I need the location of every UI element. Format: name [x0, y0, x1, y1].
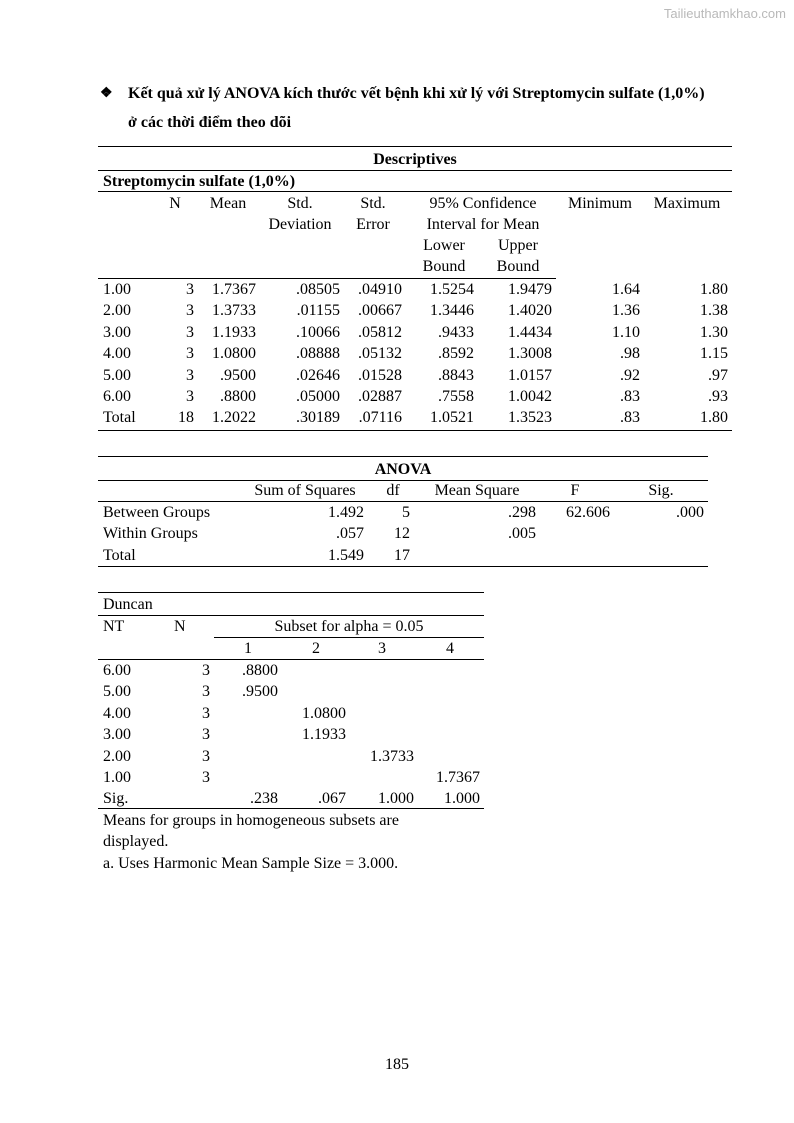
cell-mean: 1.1933 [212, 323, 256, 341]
cell-label: 6.00 [103, 388, 131, 405]
table-row [98, 322, 732, 343]
cell-n: 3 [186, 366, 194, 384]
col-max-header: Maximum [653, 195, 721, 212]
cell-std-deviation: .01155 [296, 302, 340, 320]
descriptives-header-row-1 [98, 193, 732, 214]
col-f-header: F [570, 482, 580, 499]
cell-maximum: 1.15 [700, 345, 728, 363]
col-stderr-header-2: Error [356, 216, 390, 233]
cell-subset-2: 1.1933 [302, 726, 346, 744]
cell-mean-square: .298 [508, 504, 536, 521]
cell-subset-2: .067 [318, 790, 346, 808]
cell-maximum: 1.80 [700, 281, 728, 298]
col-sig-header: Sig. [648, 482, 674, 499]
cell-upper-bound: 1.0157 [508, 366, 552, 384]
col-stddev-header-2: Deviation [268, 216, 332, 233]
col-ms-header: Mean Square [434, 482, 520, 499]
cell-n: 3 [186, 345, 194, 363]
col-n-header: N [169, 195, 181, 212]
col-subset-3-header: 3 [378, 640, 386, 657]
cell-n: 3 [202, 683, 210, 701]
col-subset-4-header: 4 [446, 640, 454, 657]
cell-upper-bound: 1.9479 [508, 281, 552, 298]
cell-subset-1: .238 [250, 790, 278, 808]
col-df-header: df [386, 482, 400, 499]
table-rule [98, 592, 484, 593]
table-rule [98, 430, 732, 431]
cell-mean: 1.0800 [212, 345, 256, 363]
cell-std-error: .02887 [358, 388, 402, 405]
descriptives-header-row-2 [98, 214, 732, 235]
table-rule [98, 566, 708, 567]
cell-label: 5.00 [103, 683, 131, 701]
col-upper-header-2: Bound [496, 258, 540, 275]
table-row [98, 300, 732, 321]
cell-subset-1: .9500 [242, 683, 278, 701]
cell-maximum: 1.80 [700, 409, 728, 427]
cell-sum-of-squares: 1.549 [328, 546, 364, 564]
diamond-bullet-icon: ❖ [100, 86, 113, 101]
cell-upper-bound: 1.0042 [508, 388, 552, 405]
table-row [98, 523, 708, 544]
table-rule [98, 808, 484, 809]
cell-lower-bound: .9433 [438, 323, 474, 341]
table-rule [98, 456, 708, 457]
cell-n: 3 [202, 769, 210, 786]
cell-label: 4.00 [103, 345, 131, 363]
cell-lower-bound: .8592 [438, 345, 474, 363]
cell-std-deviation: .30189 [296, 409, 340, 427]
cell-std-deviation: .05000 [296, 388, 340, 405]
table-rule [98, 146, 732, 147]
descriptives-header-row-3 [98, 235, 732, 256]
cell-lower-bound: 1.0521 [430, 409, 474, 427]
cell-mean: .8800 [220, 388, 256, 405]
table-row [98, 660, 484, 681]
cell-label: 3.00 [103, 323, 131, 341]
cell-f: 62.606 [566, 504, 610, 521]
col-ci-header-2: Interval for Mean [426, 216, 540, 233]
cell-label: Between Groups [103, 504, 211, 521]
cell-label: 6.00 [103, 662, 131, 679]
cell-label: 2.00 [103, 747, 131, 765]
cell-std-deviation: .08505 [296, 281, 340, 298]
col-ci-header: 95% Confidence [429, 195, 537, 212]
col-subset-2-header: 2 [312, 640, 320, 657]
table-row [98, 343, 732, 364]
cell-df: 17 [394, 546, 410, 564]
cell-lower-bound: .8843 [438, 366, 474, 384]
cell-minimum: 1.36 [612, 302, 640, 320]
col-upper-header: Upper [498, 237, 538, 254]
cell-df: 12 [394, 525, 410, 543]
cell-label: Within Groups [103, 525, 198, 543]
heading-line-2: ở các thời điểm theo dõi [128, 114, 292, 131]
cell-std-error: .01528 [358, 366, 402, 384]
table-row [98, 407, 732, 428]
col-ss-header: Sum of Squares [254, 482, 356, 499]
cell-maximum: 1.38 [700, 302, 728, 320]
table-row [98, 545, 708, 566]
cell-std-deviation: .02646 [296, 366, 340, 384]
cell-n: 3 [202, 747, 210, 765]
duncan-title: Duncan [103, 596, 153, 613]
col-lower-header-2: Bound [422, 258, 466, 275]
cell-maximum: 1.30 [700, 323, 728, 341]
descriptives-table [98, 146, 732, 436]
duncan-note-2: displayed. [103, 833, 169, 850]
col-n-header: N [174, 618, 186, 635]
duncan-header-row-2 [98, 638, 484, 659]
cell-std-error: .04910 [358, 281, 402, 298]
table-row [98, 386, 732, 407]
col-mean-header: Mean [209, 195, 247, 212]
duncan-header-row-1 [98, 616, 484, 637]
cell-n: 3 [186, 281, 194, 298]
cell-subset-3: 1.000 [378, 790, 414, 808]
cell-n: 3 [202, 704, 210, 722]
cell-upper-bound: 1.3523 [508, 409, 552, 427]
page-number: 185 [385, 1056, 409, 1073]
table-row [98, 681, 484, 702]
cell-minimum: .83 [620, 409, 640, 427]
cell-subset-3: 1.3733 [370, 747, 414, 765]
cell-label: 4.00 [103, 704, 131, 722]
cell-sum-of-squares: .057 [336, 525, 364, 543]
duncan-note-1: Means for groups in homogeneous subsets are [103, 812, 399, 829]
cell-label: Total [103, 546, 136, 564]
cell-df: 5 [402, 504, 410, 521]
cell-mean-square: .005 [508, 525, 536, 543]
cell-maximum: .93 [708, 388, 728, 405]
table-row [98, 724, 484, 745]
cell-label: 3.00 [103, 726, 131, 744]
cell-upper-bound: 1.4434 [508, 323, 552, 341]
cell-std-error: .00667 [358, 302, 402, 320]
cell-label: Total [103, 409, 136, 427]
col-stderr-header: Std. [360, 195, 386, 212]
watermark: Tailieuthamkhao.com [663, 6, 786, 21]
table-row [98, 703, 484, 724]
cell-mean: .9500 [220, 366, 256, 384]
cell-upper-bound: 1.3008 [508, 345, 552, 363]
cell-subset-2: 1.0800 [302, 704, 346, 722]
cell-std-error: .05132 [358, 345, 402, 363]
cell-label: 5.00 [103, 366, 131, 384]
col-min-header: Minimum [567, 195, 632, 212]
cell-minimum: 1.64 [612, 281, 640, 298]
cell-label: 1.00 [103, 769, 131, 786]
cell-n: 3 [186, 302, 194, 320]
descriptives-header-row-4 [98, 256, 732, 277]
cell-minimum: .98 [620, 345, 640, 363]
col-nt-header: NT [103, 618, 125, 635]
cell-label: 2.00 [103, 302, 131, 320]
cell-mean: 1.7367 [212, 281, 256, 298]
cell-minimum: 1.10 [612, 323, 640, 341]
cell-minimum: .92 [620, 366, 640, 384]
col-subset-1-header: 1 [244, 640, 252, 657]
anova-table [98, 456, 708, 568]
table-row [98, 365, 732, 386]
cell-minimum: .83 [620, 388, 640, 405]
descriptives-subtitle: Streptomycin sulfate (1,0%) [103, 173, 296, 190]
cell-subset-4: 1.7367 [436, 769, 480, 786]
cell-std-error: .05812 [358, 323, 402, 341]
table-row [98, 279, 732, 300]
cell-maximum: .97 [708, 366, 728, 384]
cell-subset-1: .8800 [242, 662, 278, 679]
cell-subset-4: 1.000 [444, 790, 480, 808]
cell-sig: .000 [676, 504, 704, 521]
cell-mean: 1.2022 [212, 409, 256, 427]
table-rule [98, 191, 732, 192]
cell-lower-bound: 1.3446 [430, 302, 474, 320]
cell-std-deviation: .08888 [296, 345, 340, 363]
table-row [98, 767, 484, 788]
cell-label: 1.00 [103, 281, 131, 298]
cell-n: 3 [186, 388, 194, 405]
cell-std-deviation: .10066 [296, 323, 340, 341]
duncan-note-3: a. Uses Harmonic Mean Sample Size = 3.000. [103, 855, 399, 872]
cell-mean: 1.3733 [212, 302, 256, 320]
table-row [98, 788, 484, 809]
cell-n: 3 [202, 662, 210, 679]
col-stddev-header: Std. [287, 195, 313, 212]
cell-sum-of-squares: 1.492 [328, 504, 364, 521]
cell-n: 18 [178, 409, 194, 427]
col-subset-header: Subset for alpha = 0.05 [274, 618, 424, 635]
anova-header-row [98, 480, 708, 501]
cell-lower-bound: 1.5254 [430, 281, 474, 298]
descriptives-title: Descriptives [373, 151, 457, 168]
cell-std-error: .07116 [358, 409, 402, 427]
table-row [98, 502, 708, 523]
cell-n: 3 [186, 323, 194, 341]
anova-title: ANOVA [374, 461, 432, 478]
heading-line-1: Kết quả xử lý ANOVA kích thước vết bệnh khi xử lý với Streptomycin sulfate (1,0%) [128, 85, 705, 102]
cell-lower-bound: .7558 [438, 388, 474, 405]
col-lower-header: Lower [423, 237, 465, 254]
cell-label: Sig. [103, 790, 129, 808]
cell-upper-bound: 1.4020 [508, 302, 552, 320]
table-row [98, 746, 484, 767]
duncan-table [98, 592, 484, 882]
cell-n: 3 [202, 726, 210, 744]
